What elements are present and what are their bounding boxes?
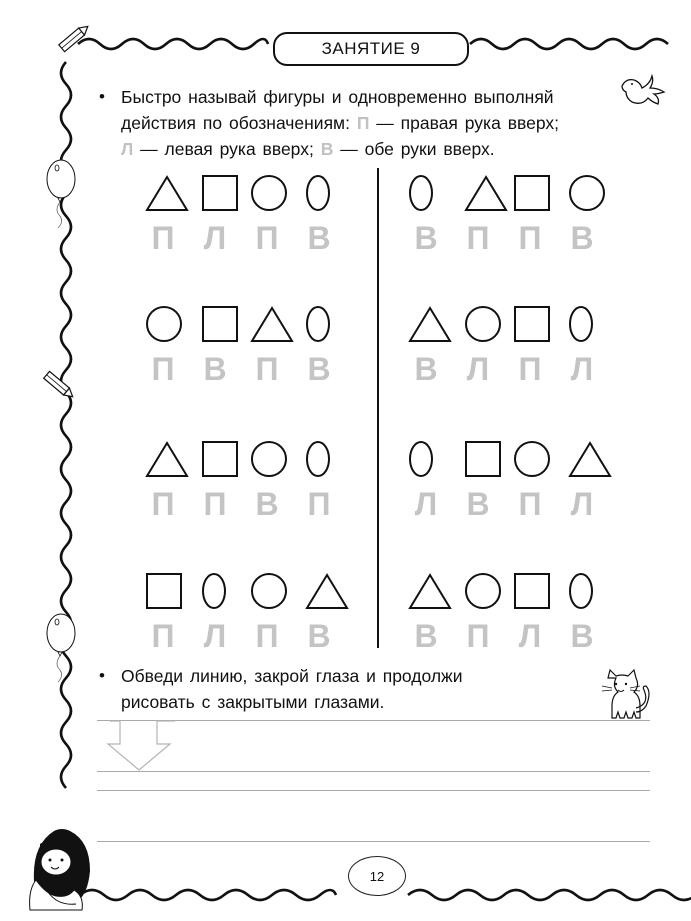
action-letter: П	[466, 220, 490, 256]
action-letter: В	[414, 351, 438, 387]
task1-line2-text: действия по обозначениям:	[121, 113, 350, 133]
action-letter: П	[518, 351, 542, 387]
action-letter: В	[203, 351, 227, 387]
triangle-icon	[464, 174, 508, 219]
square-icon	[201, 440, 241, 485]
shape-group	[145, 440, 345, 530]
circle-icon	[568, 174, 608, 219]
circle-icon	[464, 305, 504, 350]
triangle-icon	[145, 440, 189, 485]
square-icon	[201, 305, 241, 350]
task1-line3	[121, 136, 559, 162]
shape-group	[408, 305, 608, 395]
shape-group	[408, 440, 608, 530]
legend-meaning-both: — обе руки вверх.	[340, 139, 495, 159]
oval-icon	[305, 305, 335, 350]
legend-meaning-right: — правая рука вверх;	[376, 113, 559, 133]
square-icon	[513, 174, 553, 219]
action-letter: П	[151, 220, 175, 256]
letters-row	[145, 349, 345, 389]
action-letter: В	[570, 618, 594, 654]
action-letter: П	[255, 351, 279, 387]
oval-icon	[568, 572, 598, 617]
triangle-icon	[250, 305, 294, 350]
legend-letter-both: В	[320, 139, 334, 159]
action-letter: Л	[466, 351, 490, 387]
bullet: •	[99, 87, 105, 106]
action-letter: П	[518, 220, 542, 256]
lesson-title: ЗАНЯТИЕ 9	[273, 32, 469, 66]
circle-icon	[250, 440, 290, 485]
shape-group	[145, 572, 345, 662]
action-letter: Л	[414, 486, 438, 522]
action-letter: В	[307, 351, 331, 387]
task1-line1: Быстро называй фигуры и одновременно выполняй	[121, 87, 554, 107]
action-letter: В	[414, 618, 438, 654]
triangle-icon	[408, 572, 452, 617]
square-icon	[464, 440, 504, 485]
square-icon	[145, 572, 185, 617]
triangle-icon	[145, 174, 189, 219]
action-letter: П	[151, 486, 175, 522]
shapes-row	[408, 440, 608, 480]
square-icon	[513, 572, 553, 617]
task2-instructions	[99, 663, 463, 715]
oval-icon	[305, 174, 335, 219]
oval-icon	[568, 305, 598, 350]
legend-meaning-left: — левая рука вверх;	[140, 139, 314, 159]
action-letter: П	[307, 486, 331, 522]
letters-row	[408, 484, 608, 524]
letters-row	[408, 616, 608, 656]
triangle-icon	[568, 440, 612, 485]
shapes-row	[408, 305, 608, 345]
circle-icon	[145, 305, 185, 350]
pencil-icon	[44, 371, 76, 400]
shapes-row	[408, 174, 608, 214]
shapes-row	[145, 572, 345, 612]
letters-row	[145, 218, 345, 258]
oval-icon	[408, 440, 438, 485]
balloon-icon	[47, 160, 75, 228]
action-letter: Л	[203, 618, 227, 654]
girl-illustration	[30, 829, 90, 910]
page-number: 12	[348, 856, 406, 896]
legend-letter-right: П	[356, 113, 370, 133]
shape-group	[145, 174, 345, 264]
task2-line1: Обведи линию, закрой глаза и продолжи	[121, 666, 463, 686]
action-letter: П	[466, 618, 490, 654]
circle-icon	[464, 572, 504, 617]
circle-icon	[250, 572, 290, 617]
square-icon	[201, 174, 241, 219]
oval-icon	[201, 572, 231, 617]
action-letter: В	[466, 486, 490, 522]
action-letter: Л	[203, 220, 227, 256]
letters-row	[145, 616, 345, 656]
oval-icon	[408, 174, 438, 219]
shapes-row	[408, 572, 608, 612]
action-letter: В	[307, 618, 331, 654]
bullet: •	[99, 666, 105, 685]
action-letter: В	[570, 220, 594, 256]
action-letter: В	[307, 220, 331, 256]
task1-instructions	[99, 84, 559, 162]
task1-line2	[121, 110, 559, 136]
action-letter: В	[414, 220, 438, 256]
action-letter: Л	[570, 486, 594, 522]
square-icon	[513, 305, 553, 350]
action-letter: Л	[570, 351, 594, 387]
writing-line	[97, 841, 650, 842]
pencil-icon	[59, 23, 91, 52]
writing-line	[97, 720, 650, 721]
circle-icon	[250, 174, 290, 219]
writing-line	[97, 771, 650, 772]
task2-line2: рисовать с закрытыми глазами.	[121, 692, 385, 712]
oval-icon	[305, 440, 335, 485]
action-letter: П	[255, 220, 279, 256]
action-letter: П	[255, 618, 279, 654]
legend-letter-left: Л	[121, 139, 134, 159]
letters-row	[408, 349, 608, 389]
letters-row	[408, 218, 608, 258]
cat-icon	[602, 670, 649, 718]
shape-group	[145, 305, 345, 395]
column-divider	[377, 168, 379, 648]
writing-line	[97, 790, 650, 791]
action-letter: П	[203, 486, 227, 522]
shapes-row	[145, 440, 345, 480]
action-letter: Л	[518, 618, 542, 654]
shape-group	[408, 174, 608, 264]
action-letter: В	[255, 486, 279, 522]
shapes-row	[145, 305, 345, 345]
action-letter: П	[518, 486, 542, 522]
action-letter: П	[151, 618, 175, 654]
triangle-icon	[305, 572, 349, 617]
shape-group	[408, 572, 608, 662]
bird-icon	[622, 76, 664, 104]
action-letter: П	[151, 351, 175, 387]
triangle-icon	[408, 305, 452, 350]
shapes-row	[145, 174, 345, 214]
circle-icon	[513, 440, 553, 485]
letters-row	[145, 484, 345, 524]
